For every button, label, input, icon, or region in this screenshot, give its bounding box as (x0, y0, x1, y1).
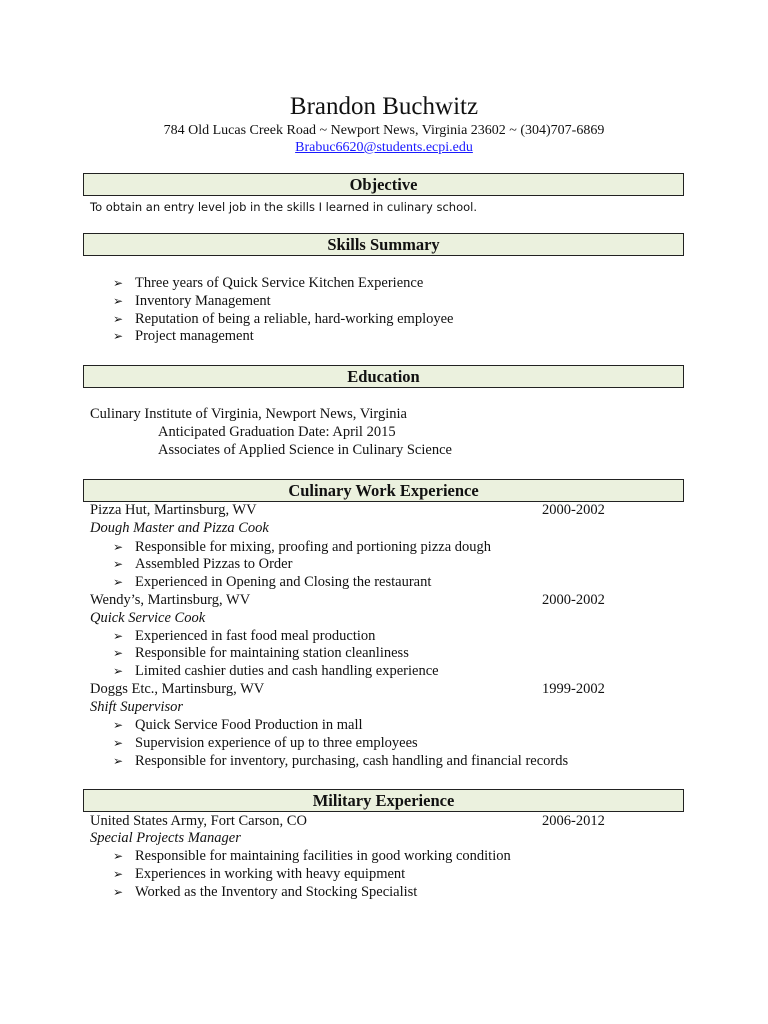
email-link[interactable]: Brabuc6620@students.ecpi.edu (295, 140, 473, 155)
arrow-bullet-icon: ➢ (113, 646, 124, 660)
job-years: 2000-2002 (542, 592, 605, 608)
job-duty: ➢ Limited cashier duties and cash handling experience (113, 663, 439, 679)
arrow-bullet-icon: ➢ (113, 867, 124, 881)
arrow-bullet-icon: ➢ (113, 849, 124, 863)
job-role: Quick Service Cook (90, 610, 206, 626)
skills-heading: Skills Summary (83, 233, 684, 256)
job-role: Special Projects Manager (90, 830, 241, 846)
contact-email (0, 139, 768, 156)
job-employer: United States Army, Fort Carson, CO (90, 813, 307, 829)
job-years: 2006-2012 (542, 813, 605, 829)
job-duty: ➢ Responsible for mixing, proofing and portioning pizza dough (113, 539, 492, 555)
job-role: Shift Supervisor (90, 699, 184, 715)
culinary-heading: Culinary Work Experience (83, 479, 684, 502)
arrow-bullet-icon: ➢ (113, 294, 124, 308)
job-years: 2000-2002 (542, 502, 605, 518)
arrow-bullet-icon: ➢ (113, 575, 124, 589)
job-duty: ➢ Responsible for inventory, purchasing, cash handling and financial records (113, 753, 569, 769)
education-heading: Education (83, 365, 684, 388)
job-duty: ➢ Supervision experience of up to three employees (113, 735, 418, 751)
job-duty: ➢ Responsible for maintaining facilities in good working condition (113, 848, 511, 864)
job-employer: Doggs Etc., Martinsburg, WV (90, 681, 265, 697)
contact-address: 784 Old Lucas Creek Road ~ Newport News, Virginia 23602 ~ (304)707-6869 (163, 123, 605, 138)
job-duty: ➢ Responsible for maintaining station cleanliness (113, 645, 409, 661)
arrow-bullet-icon: ➢ (113, 664, 124, 678)
arrow-bullet-icon: ➢ (113, 540, 124, 554)
arrow-bullet-icon: ➢ (113, 276, 124, 290)
arrow-bullet-icon: ➢ (113, 718, 124, 732)
job-employer: Pizza Hut, Martinsburg, WV (90, 502, 257, 518)
candidate-name: Brandon Buchwitz (289, 93, 479, 120)
education-school: Culinary Institute of Virginia, Newport News, Virginia (90, 406, 407, 422)
skill-item: ➢ Project management (113, 328, 254, 344)
job-duty: ➢ Quick Service Food Production in mall (113, 717, 363, 733)
job-duty: ➢ Worked as the Inventory and Stocking Specialist (113, 884, 418, 900)
job-employer: Wendy’s, Martinsburg, WV (90, 592, 251, 608)
job-duty: ➢ Experienced in fast food meal production (113, 628, 376, 644)
arrow-bullet-icon: ➢ (113, 312, 124, 326)
job-duty: ➢ Experienced in Opening and Closing the restaurant (113, 574, 432, 590)
arrow-bullet-icon: ➢ (113, 557, 124, 571)
job-duty: ➢ Assembled Pizzas to Order (113, 556, 293, 572)
skill-item: ➢ Three years of Quick Service Kitchen Experience (113, 275, 424, 291)
military-heading: Military Experience (83, 789, 684, 812)
arrow-bullet-icon: ➢ (113, 629, 124, 643)
arrow-bullet-icon: ➢ (113, 885, 124, 899)
arrow-bullet-icon: ➢ (113, 329, 124, 343)
job-role: Dough Master and Pizza Cook (90, 520, 269, 536)
skill-item: ➢ Reputation of being a reliable, hard-working employee (113, 311, 454, 327)
arrow-bullet-icon: ➢ (113, 736, 124, 750)
objective-text: To obtain an entry level job in the skills I learned in culinary school. (90, 200, 477, 214)
job-duty: ➢ Experiences in working with heavy equipment (113, 866, 406, 882)
education-degree: Associates of Applied Science in Culinary Science (158, 442, 452, 458)
job-years: 1999-2002 (542, 681, 605, 697)
arrow-bullet-icon: ➢ (113, 754, 124, 768)
education-graduation: Anticipated Graduation Date: April 2015 (158, 424, 396, 440)
skill-item: ➢ Inventory Management (113, 293, 271, 309)
objective-heading: Objective (83, 173, 684, 196)
